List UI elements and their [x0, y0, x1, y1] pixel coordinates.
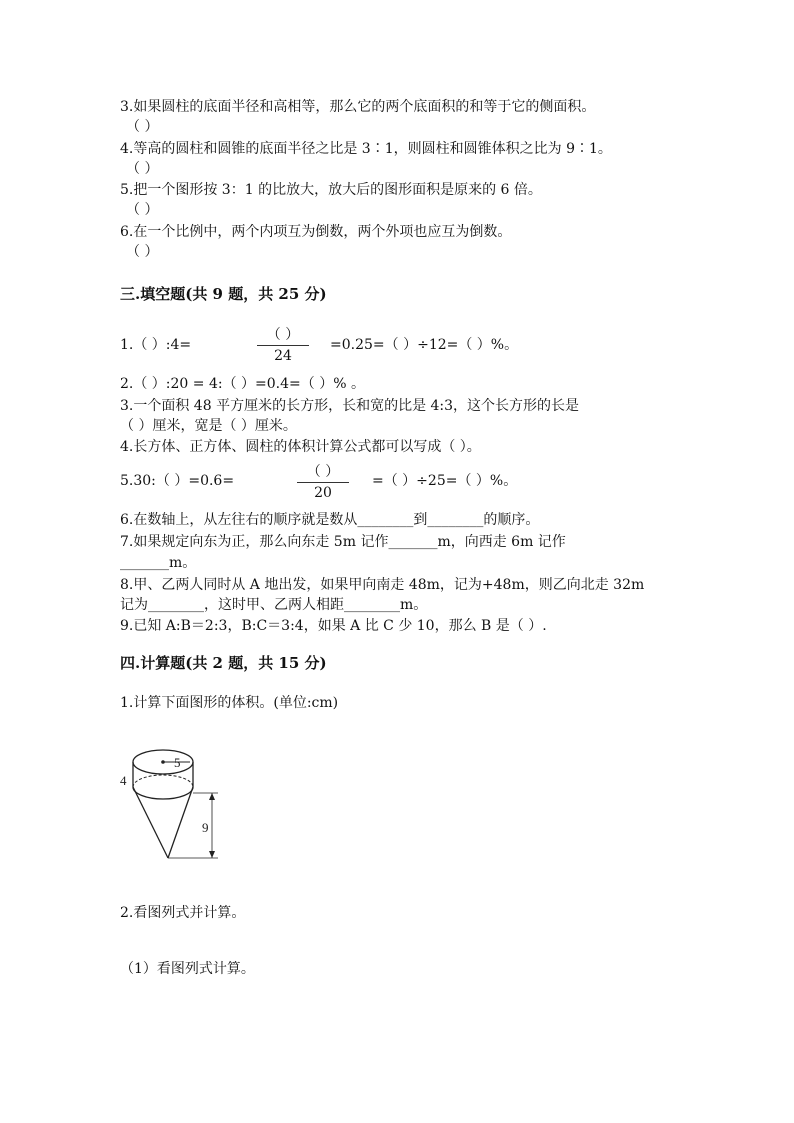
fraction-numerator: （ ） [306, 464, 340, 480]
fill-question-1-start: 1.（ ）:4= [120, 337, 192, 353]
judge-question-5: 5.把一个图形按 3：1 的比放大，放大后的图形面积是原来的 6 倍。 [120, 182, 542, 198]
fill-question-3-continued: （ ）厘米，宽是（ ）厘米。 [120, 418, 297, 434]
fill-question-6: 6.在数轴上，从左往右的顺序就是数从________到________的顺序。 [120, 512, 540, 528]
fill-question-8: 8.甲、乙两人同时从 A 地出发，如果甲向南走 48m，记为+48m，则乙向北走 32m [120, 577, 645, 593]
fraction-numerator: （ ） [266, 327, 300, 343]
calc-question-2: 2.看图列式并计算。 [120, 905, 246, 921]
fill-question-3: 3.一个面积 48 平方厘米的长方形，长和宽的比是 4:3，这个长方形的长是 [120, 398, 580, 414]
answer-parentheses: （ ） [126, 119, 159, 135]
fraction-bar [257, 345, 309, 346]
judge-question-6: 6.在一个比例中，两个内项互为倒数，两个外项也应互为倒数。 [120, 224, 512, 240]
fill-question-5-start: 5.30:（ ）=0.6= [120, 473, 235, 489]
section-title-calculation: 四.计算题(共 2 题，共 15 分) [120, 654, 327, 672]
fraction-bar [297, 482, 349, 483]
cylinder-cone-figure [118, 740, 228, 868]
answer-parentheses: （ ） [126, 202, 159, 218]
fraction-denominator: 24 [274, 348, 292, 364]
fill-question-2: 2.（ ）:20 = 4:（ ）=0.4=（ ）% 。 [120, 376, 365, 392]
calc-question-1: 1.计算下面图形的体积。(单位:cm) [120, 695, 339, 711]
section-title-fill-blank: 三.填空题(共 9 题，共 25 分) [120, 285, 327, 303]
fraction [257, 327, 309, 364]
calc-question-2-part-1: （1）看图列式计算。 [120, 961, 255, 977]
fill-question-5-end: =（ ）÷25=（ ）%。 [372, 473, 518, 489]
fill-question-8-continued: 记为________，这时甲、乙两人相距________m。 [120, 597, 428, 613]
fill-question-1-end: =0.25=（ ）÷12=（ ）%。 [330, 337, 519, 353]
cone-height-label: 9 [202, 820, 209, 835]
fraction [297, 464, 349, 501]
fill-question-4: 4.长方体、正方体、圆柱的体积计算公式都可以写成（ ）。 [120, 439, 481, 455]
answer-parentheses: （ ） [126, 244, 159, 260]
judge-question-3: 3.如果圆柱的底面半径和高相等，那么它的两个底面积的和等于它的侧面积。 [120, 99, 596, 115]
fraction-denominator: 20 [314, 485, 332, 501]
answer-parentheses: （ ） [126, 161, 159, 177]
fill-question-7-continued: _______m。 [120, 555, 197, 571]
judge-question-4: 4.等高的圆柱和圆锥的底面半径之比是 3∶1，则圆柱和圆锥体积之比为 9∶1。 [120, 141, 612, 157]
radius-label: 5 [174, 755, 181, 770]
cylinder-height-label: 4 [120, 773, 127, 788]
fill-question-9: 9.已知 A:B＝2:3，B:C＝3:4，如果 A 比 C 少 10，那么 B 是（ ）. [120, 618, 547, 634]
fill-question-7: 7.如果规定向东为正，那么向东走 5m 记作_______m，向西走 6m 记作 [120, 534, 566, 550]
